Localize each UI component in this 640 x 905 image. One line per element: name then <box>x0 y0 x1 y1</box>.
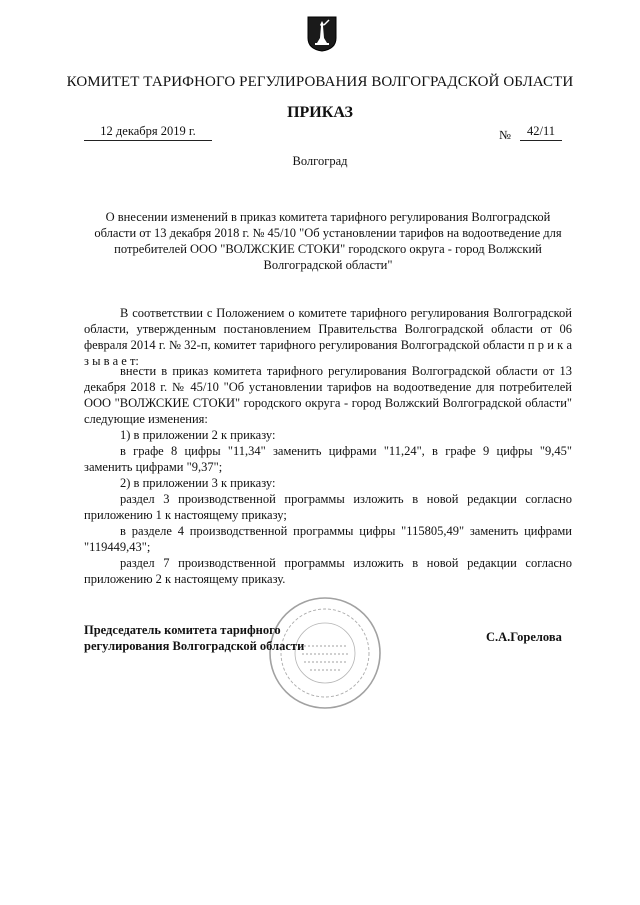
coat-of-arms-icon <box>307 16 337 52</box>
body-paragraph-section-3: раздел 3 производственной программы изложить в новой редакции согласно приложению 1 к настоящему приказу; <box>84 492 572 522</box>
body-paragraph-section-7: раздел 7 производственной программы изложить в новой редакции согласно приложению 2 к настоящему приказу. <box>84 556 572 586</box>
preamble-paragraph: В соответствии с Положением о комитете тарифного регулирования Волгоградской области, утвержденным постановлением Правительства Волгоградской области от 06 февраля 2014 г. № 32-п, комитет тарифного регулирования Волгоградской области п р и к а з ы в а е т: <box>84 306 572 368</box>
body-paragraph-section-4: в разделе 4 производственной программы цифры "115805,49" заменить цифрами "119449,43"; <box>84 524 572 554</box>
signatory-position-line2: регулирования Волгоградской области <box>84 639 305 653</box>
order-preamble <box>84 305 572 369</box>
body-paragraph-item-2: 2) в приложении 3 к приказу: <box>120 476 276 490</box>
body-paragraph-item-1: 1) в приложении 2 к приказу: <box>120 428 276 442</box>
order-date: 12 декабря 2019 г. <box>84 124 212 141</box>
body-paragraph-intro: внести в приказ комитета тарифного регулирования Волгоградской области от 13 декабря 2018 г. № 45/10 "Об установлении тарифов на водоотведение для потребителей ООО "ВОЛЖСКИЕ СТОКИ" городского округа - город Волжский Волгоградской области" следующие изменения: <box>84 364 572 426</box>
document-type-title: ПРИКАЗ <box>287 104 353 121</box>
number-sign: № <box>499 128 511 142</box>
order-body <box>84 363 572 587</box>
signatory-position-line1: Председатель комитета тарифного <box>84 623 281 637</box>
body-paragraph-item-1-text: в графе 8 цифры "11,34" заменить цифрами "11,24", в графе 9 цифры "9,45" заменить цифрами "9,37"; <box>84 444 572 474</box>
signatory-position <box>84 622 304 654</box>
committee-name: КОМИТЕТ ТАРИФНОГО РЕГУЛИРОВАНИЯ ВОЛГОГРАДСКОЙ ОБЛАСТИ <box>66 74 574 90</box>
order-number: 42/11 <box>520 124 562 141</box>
signatory-name: С.А.Горелова <box>486 630 562 644</box>
order-subject-title: О внесении изменений в приказ комитета тарифного регулирования Волгоградской области от 13 декабря 2018 г. № 45/10 "Об установлении тарифов на водоотведение для потребителей ООО "ВОЛЖСКИЕ СТОКИ" городского округа - город Волжский Волгоградской области" <box>94 210 562 272</box>
city-name: Волгоград <box>292 154 348 168</box>
